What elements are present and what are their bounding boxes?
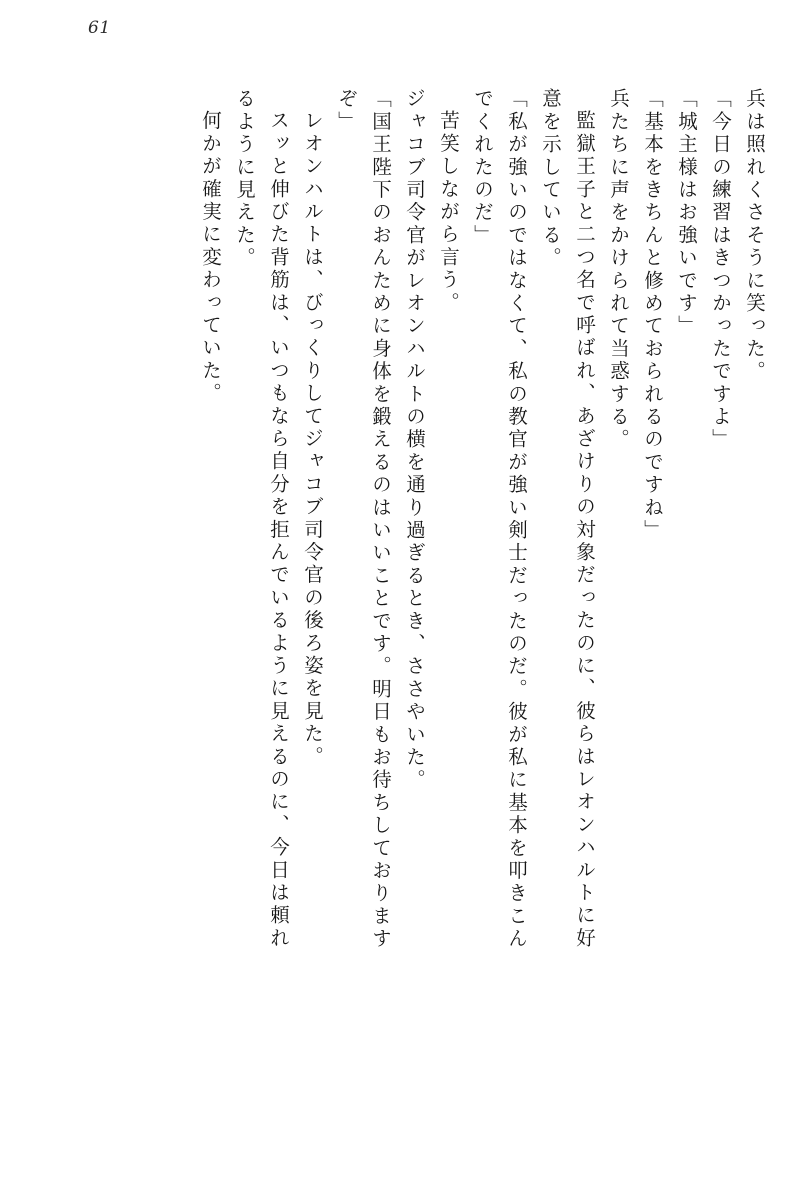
vertical-text-block	[40, 88, 764, 1158]
text-line: レオンハルトは、びっくりしてジャコブ司令官の後ろ姿を見た。	[301, 110, 324, 769]
text-line: 意を示している。	[539, 88, 562, 270]
text-line: 監獄王子と二つ名で呼ばれ、あざけりの対象だったのに、彼らはレオンハルトに好	[573, 110, 596, 950]
text-line: ジャコブ司令官がレオンハルトの横を通り過ぎるとき、ささやいた。	[403, 88, 426, 792]
text-line: 「城主様はお強いです」	[675, 88, 698, 338]
text-line: るように見えた。	[233, 88, 256, 270]
text-line: スッと伸びた背筋は、いつもなら自分を拒んでいるように見えるのに、今日は頼れ	[267, 110, 290, 950]
text-line: 何かが確実に変わっていた。	[199, 110, 222, 406]
text-line: ぞ」	[335, 88, 358, 134]
text-line: 兵は照れくさそうに笑った。	[743, 88, 766, 384]
text-line: でくれたのだ」	[471, 88, 494, 247]
text-line: 苦笑しながら言う。	[437, 110, 460, 315]
text-line: 「国王陛下のおんために身体を鍛えるのはいいことです。明日もお待ちしております	[369, 88, 392, 951]
text-line: 「私が強いのではなくて、私の教官が強い剣士だったのだ。彼が私に基本を叩きこん	[505, 88, 528, 951]
text-line: 「基本をきちんと修めておられるのですね」	[641, 88, 664, 542]
page-number: 61	[88, 18, 111, 38]
text-line: 「今日の練習はきつかったですよ」	[709, 88, 732, 452]
text-line: 兵たちに声をかけられて当惑する。	[607, 88, 630, 452]
